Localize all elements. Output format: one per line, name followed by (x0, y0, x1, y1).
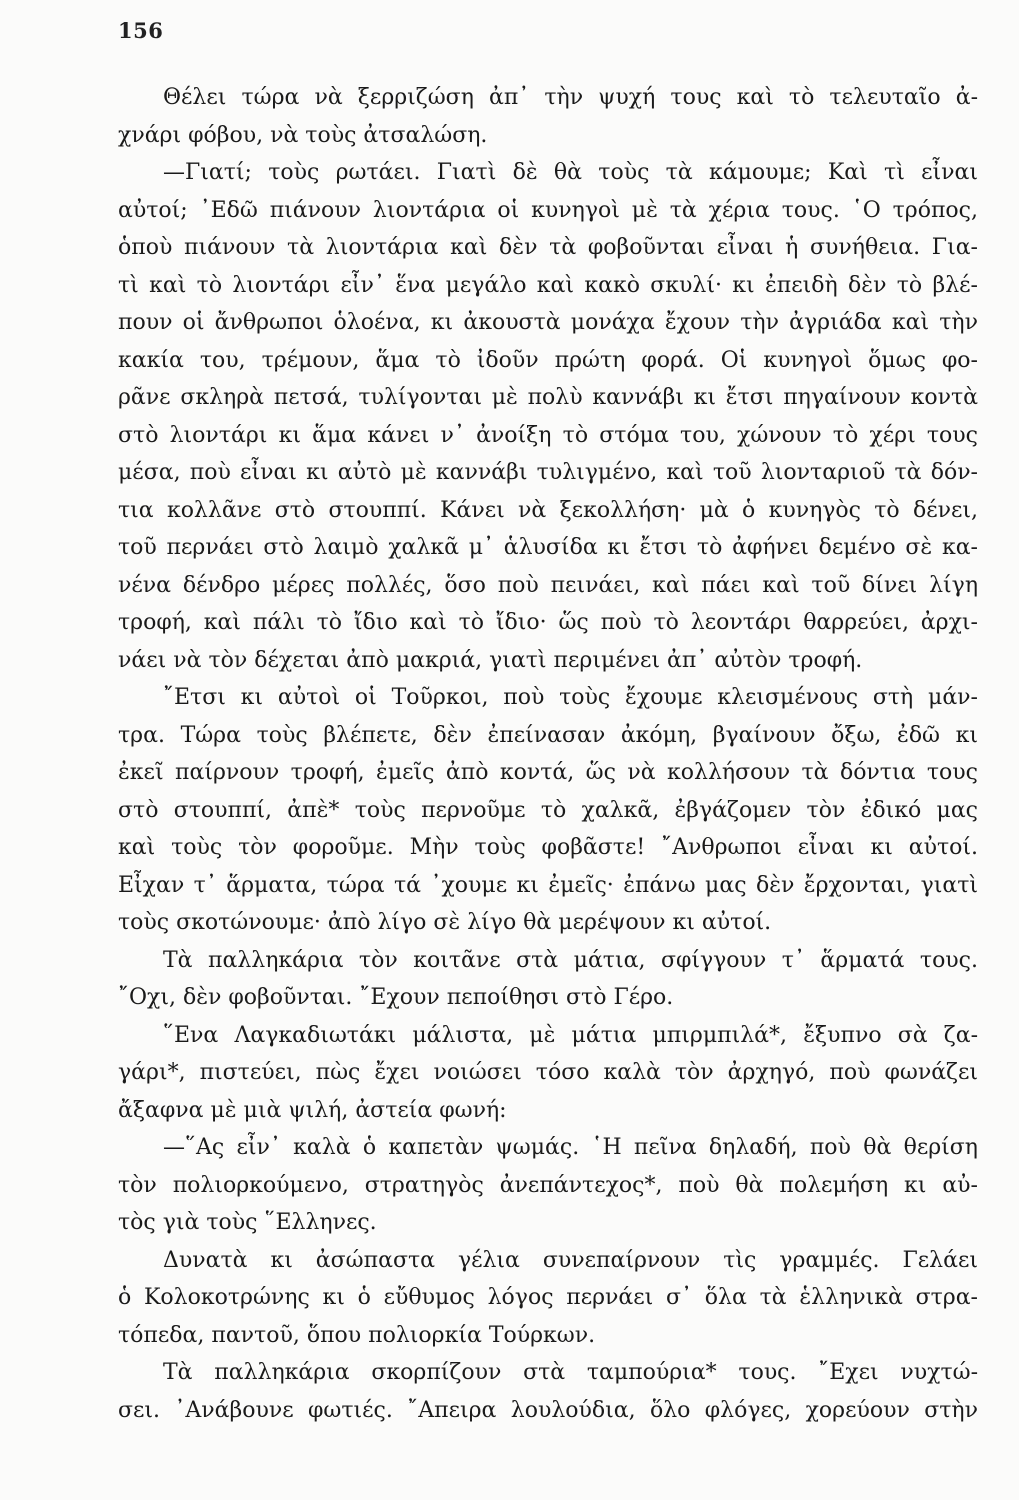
text-line: αὐτοί; ᾽Εδῶ πιάνουν λιοντάρια οἱ κυνηγοὶ μὲ τὰ χέρια τους. ῾Ο τρόπος, (118, 197, 978, 223)
text-line: γάρι*, πιστεύει, πὼς ἔχει νοιώσει τόσο καλὰ τὸν ἀρχηγό, ποὺ φωνάζει (118, 1060, 978, 1085)
text-line: —῞Ας εἶν᾽ καλὰ ὁ καπετὰν ψωμάς. ῾Η πεῖνα δηλαδή, ποὺ θὰ θερίση (163, 1135, 978, 1160)
text-line: καὶ τοὺς τὸν φοροῦμε. Μὴν τοὺς φοβᾶστε! ῎Ανθρωποι εἶναι κι αὐτοί. (118, 835, 978, 860)
text-line: ῞Ενα Λαγκαδιωτάκι μάλιστα, μὲ μάτια μπιρμπιλά*, ἔξυπνο σὰ ζα- (163, 1022, 978, 1048)
text-line: μέσα, ποὺ εἶναι κι αὐτὸ μὲ καννάβι τυλιγμένο, καὶ τοῦ λιονταριοῦ τὰ δόν- (118, 460, 978, 485)
text-line: ἐκεῖ παίρνουν τροφή, ἐμεῖς ἀπὸ κοντά, ὥς νὰ κολλήσουν τὰ δόντια τους (118, 760, 978, 785)
text-line: ρᾶνε σκληρὰ πετσά, τυλίγονται μὲ πολὺ καννάβι κι ἔτσι πηγαίνουν κοντὰ (118, 385, 978, 410)
text-line: τὶ καὶ τὸ λιοντάρι εἶν᾽ ἕνα μεγάλο καὶ κακὸ σκυλί· κι ἐπειδὴ δὲν τὸ βλέ- (118, 272, 978, 298)
text-line: τροφή, καὶ πάλι τὸ ἴδιο καὶ τὸ ἴδιο· ὥς ποὺ τὸ λεοντάρι θαρρεύει, ἀρχι- (118, 610, 978, 635)
text-line: τὸν πολιορκούμενο, στρατηγὸς ἀνεπάντεχος*, ποὺ θὰ πολεμήση κι αὐ- (118, 1172, 978, 1198)
text-line: —Γιατί; τοὺς ρωτάει. Γιατὶ δὲ θὰ τοὺς τὰ κάμουμε; Καὶ τὶ εἶναι (163, 160, 978, 185)
text-line: σει. ᾽Ανάβουνε φωτιές. ῎Απειρα λουλούδια, ὅλο φλόγες, χορεύουν στὴν (118, 1397, 978, 1423)
text-line: Θέλει τώρα νὰ ξερριζώση ἀπ᾽ τὴν ψυχή τους καὶ τὸ τελευταῖο ἀ- (163, 85, 978, 110)
text-line: νένα δένδρο μέρες πολλές, ὅσο ποὺ πεινάει, καὶ πάει καὶ τοῦ δίνει λίγη (118, 572, 978, 598)
text-line: τια κολλᾶνε στὸ στουππί. Κάνει νὰ ξεκολλήση· μὰ ὁ κυνηγὸς τὸ δένει, (118, 497, 978, 523)
text-line: κακία του, τρέμουν, ἅμα τὸ ἰδοῦν πρώτη φορά. Οἱ κυνηγοὶ ὅμως φο- (118, 347, 978, 373)
text-line: ὁ Κολοκοτρώνης κι ὁ εὔθυμος λόγος περνάει σ᾽ ὅλα τὰ ἑλληνικὰ στρα- (118, 1285, 978, 1310)
text-line: τρα. Τώρα τοὺς βλέπετε, δὲν ἐπείνασαν ἀκόμη, βγαίνουν ὄξω, ἐδῶ κι (118, 722, 978, 748)
text-line: στὸ στουππί, ἀπὲ* τοὺς περνοῦμε τὸ χαλκᾶ, ἐβγάζομεν τὸν ἐδικό μας (118, 797, 978, 823)
text-line: τοῦ περνάει στὸ λαιμὸ χαλκᾶ μ᾽ ἁλυσίδα κι ἔτσι τὸ ἀφήνει δεμένο σὲ κα- (118, 535, 978, 560)
text-line: Τὰ παλληκάρια τὸν κοιτᾶνε στὰ μάτια, σφίγγουν τ᾽ ἅρματά τους. (163, 947, 978, 973)
text-line: ὁποὺ πιάνουν τὰ λιοντάρια καὶ δὲν τὰ φοβοῦνται εἶναι ἡ συνήθεια. Για- (118, 235, 978, 260)
text-line: τόπεδα, παντοῦ, ὅπου πολιορκία Τούρκων. (118, 1322, 596, 1348)
text-line: τὸς γιὰ τοὺς ῞Ελληνες. (118, 1210, 377, 1235)
text-line: Εἶχαν τ᾽ ἅρματα, τώρα τά ᾽χουμε κι ἐμεῖς· ἐπάνω μας δὲν ἔρχονται, γιατὶ (118, 872, 978, 898)
text-line: χνάρι φόβου, νὰ τοὺς ἀτσαλώση. (118, 122, 488, 148)
text-line: πουν οἱ ἄνθρωποι ὁλοένα, κι ἀκουστὰ μονάχα ἔχουν τὴν ἀγριάδα καὶ τὴν (118, 310, 978, 335)
text-line: στὸ λιοντάρι κι ἅμα κάνει ν᾽ ἀνοίξη τὸ στόμα του, χώνουν τὸ χέρι τους (118, 422, 978, 448)
text-line: Δυνατὰ κι ἀσώπαστα γέλια συνεπαίρνουν τὶς γραμμές. Γελάει (163, 1247, 978, 1273)
text-line: Τὰ παλληκάρια σκορπίζουν στὰ ταμπούρια* τους. ῎Εχει νυχτώ- (163, 1360, 978, 1385)
text-line: ῎Ετσι κι αὐτοὶ οἱ Τοῦρκοι, ποὺ τοὺς ἔχουμε κλεισμένους στὴ μάν- (163, 685, 978, 710)
text-line: ἄξαφνα μὲ μιὰ ψιλή, ἀστεία φωνή: (118, 1097, 507, 1123)
text-line: νάει νὰ τὸν δέχεται ἀπὸ μακριά, γιατὶ περιμένει ἀπ᾽ αὐτὸν τροφή. (118, 647, 863, 673)
body-text (118, 79, 978, 1429)
page-number: 156 (118, 18, 164, 43)
text-line: ῎Οχι, δὲν φοβοῦνται. ῎Εχουν πεποίθησι στὸ Γέρο. (118, 985, 674, 1010)
text-line: τοὺς σκοτώνουμε· ἀπὸ λίγο σὲ λίγο θὰ μερέψουν κι αὐτοί. (118, 910, 772, 935)
